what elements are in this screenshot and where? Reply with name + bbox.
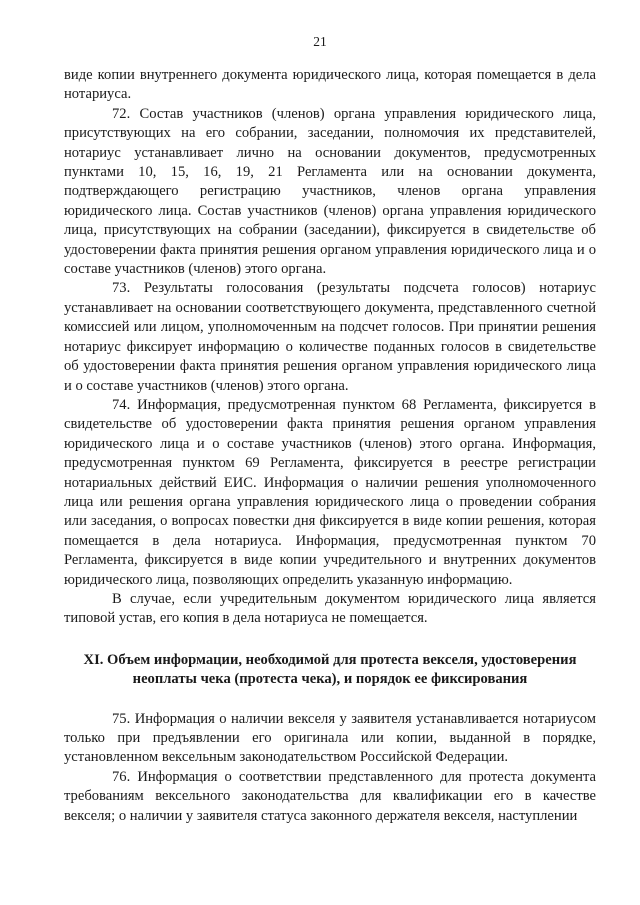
page-number: 21	[313, 34, 327, 49]
section-heading-line-1: XI. Объем информации, необходимой для протеста векселя, удостоверения	[83, 651, 577, 668]
paragraph-75: 75. Информация о наличии векселя у заявителя устанавливается нотариусом только при предъявлении его оригинала или копии, выданной в порядке, установленном вексельным законодательством Российской Федерации.	[64, 710, 596, 766]
paragraph-74-note: В случае, если учредительным документом юридического лица является типовой устав, его копия в дела нотариуса не помещается.	[64, 590, 596, 627]
paragraph-74: 74. Информация, предусмотренная пунктом 68 Регламента, фиксируется в свидетельстве об удостоверении факта принятия решения органом управления юридического лица и о составе участников (членов) этого органа. Информация, предусмотренная пунктом 69 Регламента, фиксируется в реестре регистрации нотариальных действий ЕИС. Информация о наличии решения уполномоченного лица или решения органа управления юридического лица о проведении собрания или заседания, о вопросах повестки дня фиксируется в виде копии решения, которая помещается в дела нотариуса. Информация, предусмотренная пунктом 70 Регламента, фиксируется в виде копии учредительного и внутренних документов юридического лица, позволяющих определить указанную информацию.	[64, 396, 596, 588]
paragraph-continuation: виде копии внутреннего документа юридического лица, которая помещается в дела нотариуса.	[64, 67, 596, 103]
paragraph-76: 76. Информация о соответствии представленного для протеста документа требованиям вексельного законодательства для квалификации его в качестве векселя; о наличии у заявителя статуса законного держателя векселя, наступлении	[64, 768, 596, 824]
document-body	[64, 66, 596, 826]
section-heading-line-2: неоплаты чека (протеста чека), и порядок ее фиксирования	[132, 671, 528, 688]
paragraph-72: 72. Состав участников (членов) органа управления юридического лица, присутствующих на его собрании, заседании, полномочия их представителей, нотариус устанавливает лично на основании документов, предусмотренных пунктами 10, 15, 16, 19, 21 Регламента или на основании документа, подтверждающего регистрацию участников, членов органа управления юридического лица. Состав участников (членов) органа управления юридического лица, присутствующих на собрании (заседании), фиксируется в свидетельстве об удостоверении факта принятия решения органом управления юридического лица и о составе участников (членов) этого органа.	[64, 105, 596, 278]
section-heading	[64, 651, 596, 690]
paragraph-73: 73. Результаты голосования (результаты подсчета голосов) нотариус устанавливает на основании соответствующего документа, представленного счетной комиссией или лицом, уполномоченным на подсчет голосов. При принятии решения нотариус фиксирует информацию о количестве поданных голосов в свидетельстве об удостоверении факта принятия решения органом управления юридического лица и о составе участников (членов) этого органа.	[64, 280, 596, 394]
